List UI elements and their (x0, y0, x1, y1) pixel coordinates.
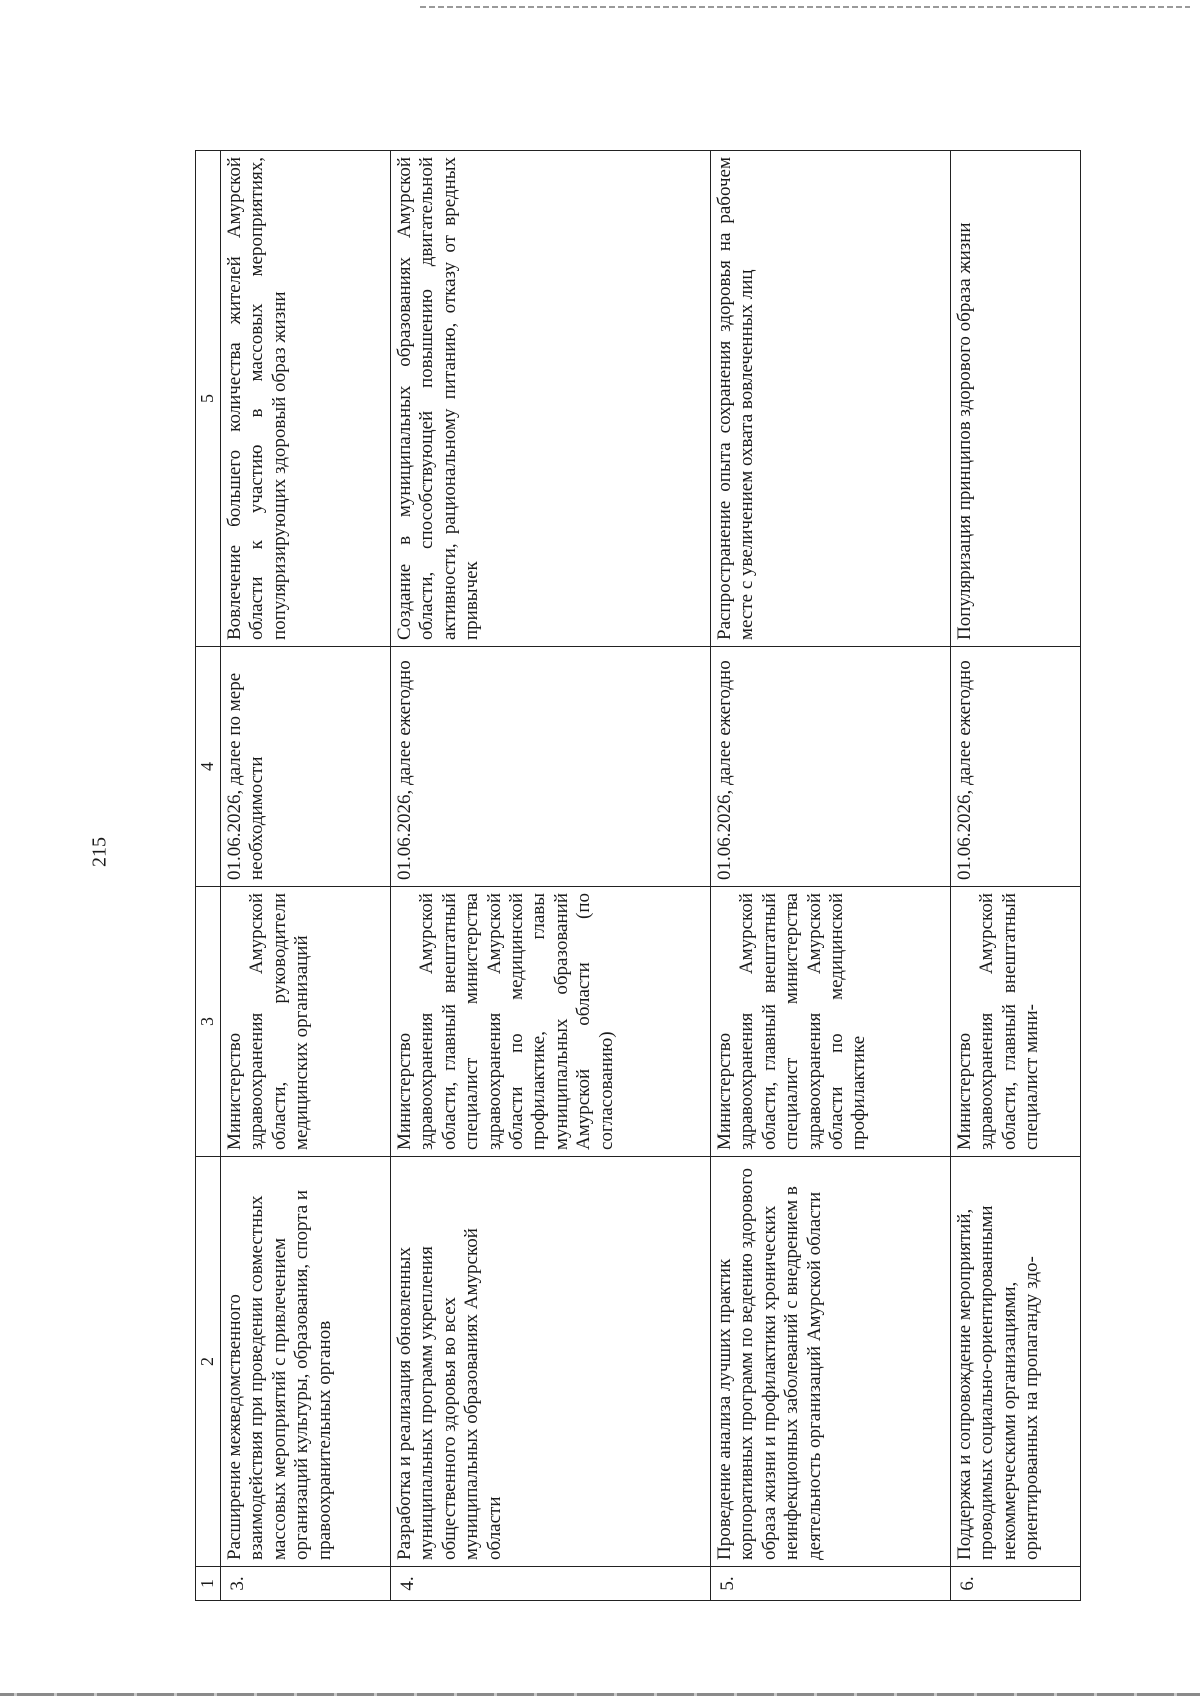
column-header: 5 (196, 151, 221, 647)
measure-cell: Разработка и реализация обновленных муниципальных программ укрепления общественного здоровья во всех муниципальных образованиях Амурской области (391, 1157, 711, 1567)
column-header: 1 (196, 1567, 221, 1601)
executor-cell: Министерство здравоохранения Амурской области, главный внештатный специалист министерства здравоохранения Амурской области по медицинской профилактике, главы муниципальных образований Амурской области (по согласованию) (391, 887, 711, 1157)
row-number: 6. (951, 1567, 1081, 1601)
page-number: 215 (88, 837, 111, 867)
table-row (711, 151, 951, 1601)
result-cell: Популяризация принципов здорового образа жизни (951, 151, 1081, 647)
result-cell: Создание в муниципальных образованиях Амурской области, способствующей повышению двигательной активности, рациональному питанию, отказу от вредных привычек (391, 151, 711, 647)
table-row (951, 151, 1081, 1601)
scan-edge-top (420, 6, 1190, 8)
executor-cell: Министерство здравоохранения Амурской области, главный внештатный специалист министерства здравоохранения Амурской области по медицинской профилактике (711, 887, 951, 1157)
row-number: 5. (711, 1567, 951, 1601)
measure-cell: Поддержка и сопровождение мероприятий, проводимых социально-ориентированными некоммерческими организациями, ориентированных на пропаганду здо- (951, 1157, 1081, 1567)
table-row (391, 151, 711, 1601)
row-number: 4. (391, 1567, 711, 1601)
table-header-row (196, 151, 221, 1601)
scan-edge-bottom (0, 1693, 1200, 1696)
term-cell: 01.06.2026, далее по мере необходимости (221, 647, 391, 887)
measures-table (195, 150, 1081, 1601)
term-cell: 01.06.2026, далее ежегодно (711, 647, 951, 887)
term-cell: 01.06.2026, далее ежегодно (951, 647, 1081, 887)
column-header: 4 (196, 647, 221, 887)
term-cell: 01.06.2026, далее ежегодно (391, 647, 711, 887)
row-number: 3. (221, 1567, 391, 1601)
measure-cell: Расширение межведомственного взаимодействия при проведении совместных массовых мероприятий с привлечением организаций культуры, образования, спорта и правоохранительных органов (221, 1157, 391, 1567)
executor-cell: Министерство здравоохранения Амурской области, руководители медицинских организаций (221, 887, 391, 1157)
column-header: 2 (196, 1157, 221, 1567)
result-cell: Распространение опыта сохранения здоровья на рабочем месте с увеличением охвата вовлеченных лиц (711, 151, 951, 647)
column-header: 3 (196, 887, 221, 1157)
table-row (221, 151, 391, 1601)
measure-cell: Проведение анализа лучших практик корпоративных программ по ведению здорового образа жизни и профилактики хронических неинфекционных заболеваний с внедрением в деятельность организаций Амурской области (711, 1157, 951, 1567)
executor-cell: Министерство здравоохранения Амурской области, главный внештатный специалист мини- (951, 887, 1081, 1157)
table-wrapper (195, 151, 1081, 1601)
result-cell: Вовлечение большего количества жителей Амурской области к участию в массовых мероприятиях, популяризирующих здоровый образ жизни (221, 151, 391, 647)
